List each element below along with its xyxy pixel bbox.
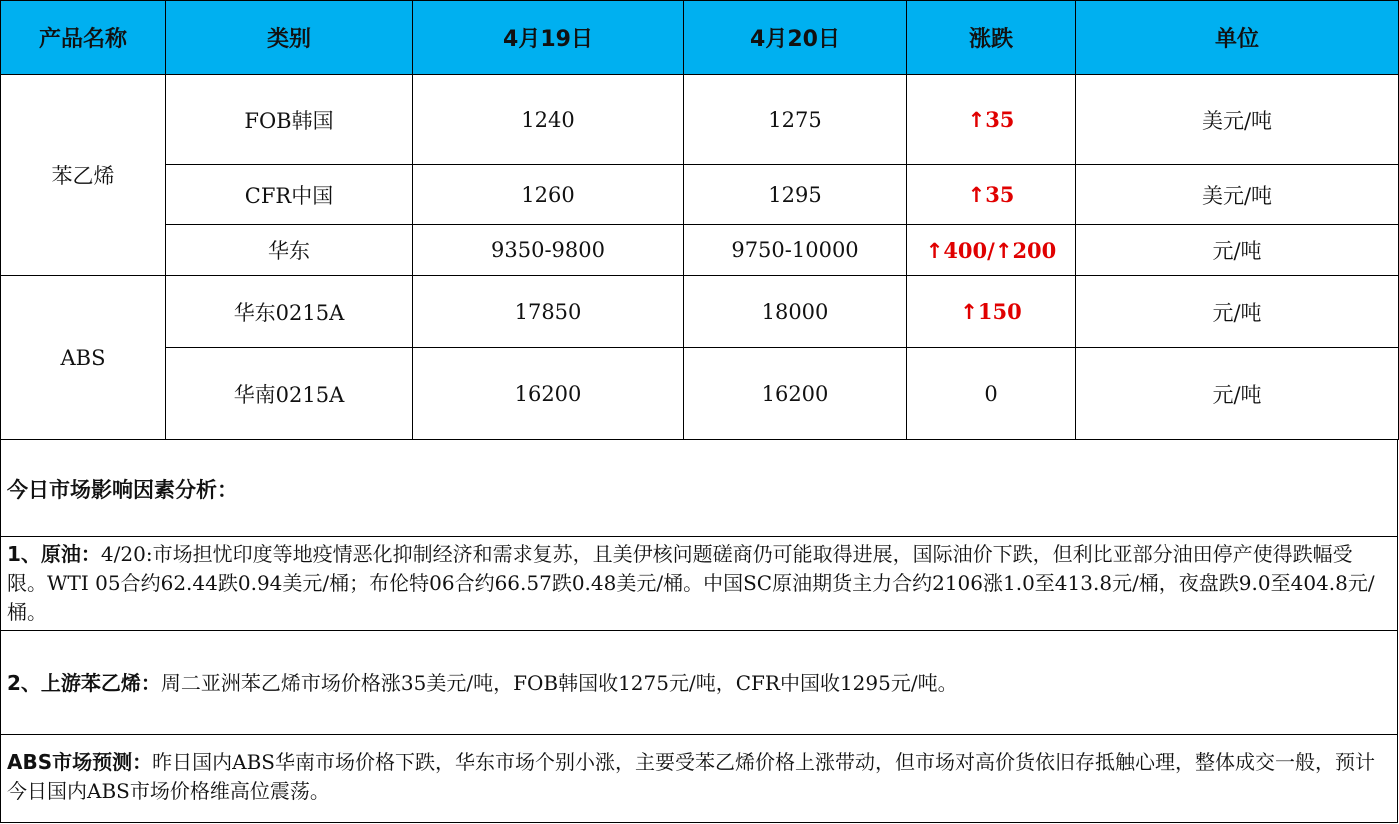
analysis-title-section xyxy=(0,440,1398,537)
styrene-text: 周二亚洲苯乙烯市场价格涨35美元/吨，FOB韩国收1275元/吨，CFR中国收1295元/吨。 xyxy=(160,671,958,695)
change-cell xyxy=(907,225,1076,276)
unit-cell: 元/吨 xyxy=(1076,276,1399,348)
unit-cell: 美元/吨 xyxy=(1076,75,1399,165)
header-apr20: 4月20日 xyxy=(684,1,907,75)
crude-oil-text: 4/20:市场担忧印度等地疫情恶化抑制经济和需求复苏，且美伊核问题磋商仍可能取得进展，国际油价下跌，但利比亚部分油田停产使得跌幅受限。WTI 05合约62.44跌0.94美元/桶；布伦特06合约66.57跌0.48美元/桶。中国SC原油期货主力合约2106涨1.0至413.8元/桶，夜盘跌9.0至404.8元/桶。 xyxy=(7,542,1375,624)
header-product-name: 产品名称 xyxy=(1,1,166,75)
category-cell: FOB韩国 xyxy=(166,75,413,165)
price-apr19-cell: 1260 xyxy=(413,165,684,225)
analysis-title: 今日市场影响因素分析： xyxy=(7,478,238,502)
price-apr19-cell: 17850 xyxy=(413,276,684,348)
header-change: 涨跌 xyxy=(907,1,1076,75)
product-abs: ABS xyxy=(1,276,166,440)
header-category: 类别 xyxy=(166,1,413,75)
header-apr19: 4月19日 xyxy=(413,1,684,75)
header-unit: 单位 xyxy=(1076,1,1399,75)
change-cell xyxy=(907,276,1076,348)
up-arrow-icon: ↑ xyxy=(994,238,1013,263)
up-arrow-icon: ↑ xyxy=(960,300,978,324)
change-cell xyxy=(907,75,1076,165)
change-separator: / xyxy=(987,237,995,263)
table-row xyxy=(1,276,1399,348)
unit-cell: 元/吨 xyxy=(1076,225,1399,276)
unit-cell: 元/吨 xyxy=(1076,348,1399,440)
abs-forecast-label: ABS市场预测： xyxy=(7,750,153,774)
crude-oil-section xyxy=(0,537,1398,631)
change-cell: 0 xyxy=(907,348,1076,440)
table-row xyxy=(1,348,1399,440)
up-arrow-icon: ↑ xyxy=(925,238,944,263)
category-cell: CFR中国 xyxy=(166,165,413,225)
styrene-label: 2、上游苯乙烯： xyxy=(7,671,161,695)
price-apr20-cell: 16200 xyxy=(684,348,907,440)
abs-forecast-text: 昨日国内ABS华南市场价格下跌，华东市场个别小涨，主要受苯乙烯价格上涨带动，但市场对高价货依旧存抵触心理，整体成交一般，预计今日国内ABS市场价格维高位震荡。 xyxy=(7,750,1375,803)
up-arrow-icon: ↑ xyxy=(967,183,986,207)
change-value: 400 xyxy=(943,237,988,263)
change-value: 35 xyxy=(985,107,1015,132)
styrene-section xyxy=(0,631,1398,735)
change-value: 35 xyxy=(985,182,1015,207)
table-row xyxy=(1,225,1399,276)
price-apr20-cell: 18000 xyxy=(684,276,907,348)
category-cell: 华东 xyxy=(166,225,413,276)
price-apr20-cell: 1295 xyxy=(684,165,907,225)
change-value: 150 xyxy=(977,299,1022,324)
price-apr19-cell: 16200 xyxy=(413,348,684,440)
up-arrow-icon: ↑ xyxy=(967,108,986,132)
change-cell xyxy=(907,165,1076,225)
price-apr19-cell: 9350-9800 xyxy=(413,225,684,276)
table-header-row xyxy=(1,1,1399,75)
abs-forecast-section xyxy=(0,735,1398,823)
product-styrene: 苯乙烯 xyxy=(1,75,166,276)
category-cell: 华南0215A xyxy=(166,348,413,440)
table-row xyxy=(1,165,1399,225)
unit-cell: 美元/吨 xyxy=(1076,165,1399,225)
crude-oil-label: 1、原油： xyxy=(7,542,101,566)
price-apr19-cell: 1240 xyxy=(413,75,684,165)
price-apr20-cell: 9750-10000 xyxy=(684,225,907,276)
price-apr20-cell: 1275 xyxy=(684,75,907,165)
table-row xyxy=(1,75,1399,165)
category-cell: 华东0215A xyxy=(166,276,413,348)
change-value: 200 xyxy=(1012,237,1057,263)
